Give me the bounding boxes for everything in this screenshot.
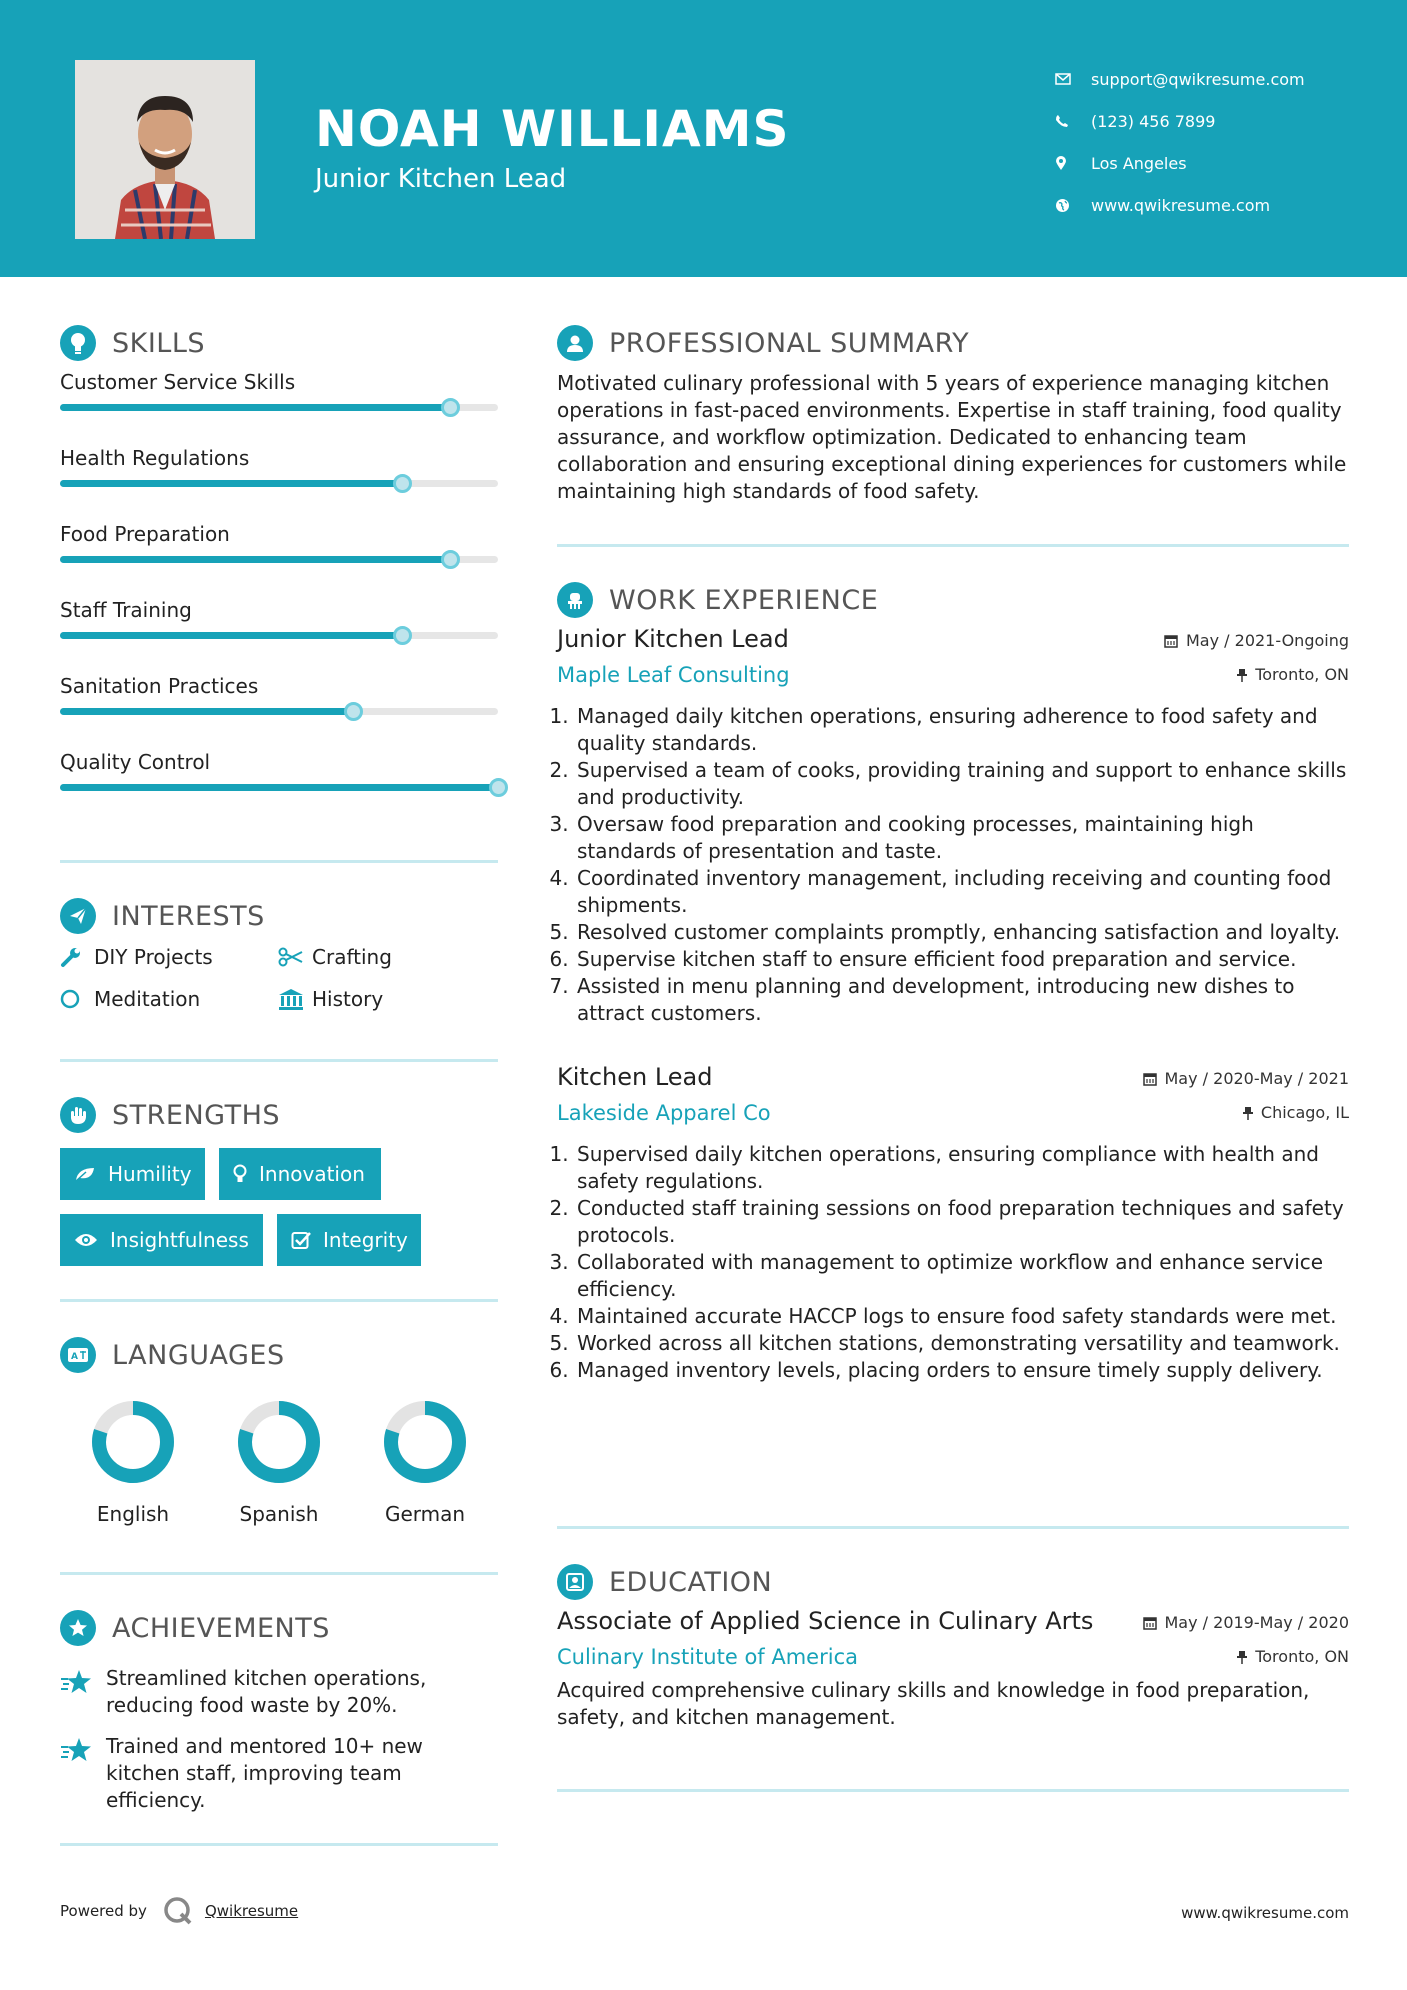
- section-divider: [60, 1843, 498, 1846]
- contact-website[interactable]: [1055, 184, 1395, 226]
- pin-icon: [1243, 1106, 1253, 1120]
- calendar-icon: [1143, 1072, 1157, 1086]
- company-name: Maple Leaf Consulting: [557, 663, 790, 687]
- skill-label: Health Regulations: [60, 446, 250, 470]
- profile-photo: [75, 60, 255, 239]
- strength-label: Integrity: [323, 1228, 408, 1252]
- scissors-icon: [278, 947, 312, 967]
- resume-header: [0, 0, 1407, 277]
- skill-bar: [60, 556, 498, 563]
- right-column: [557, 320, 1349, 1792]
- user-icon: [557, 325, 593, 361]
- summary-text: Motivated culinary professional with 5 years of experience managing kitchen operations in fast-paced environments. Expertise in staff training, food quality assurance, and workflow optimization. Dedicated to enhancing team collaboration and ensuring exceptional dining experiences for customers while maintaining high standards of food safety.: [557, 371, 1347, 503]
- education-text: Acquired comprehensive culinary skills and knowledge in food preparation, safety, and kitchen management.: [557, 1678, 1310, 1729]
- job-dates-text: May / 2020-May / 2021: [1164, 1069, 1349, 1088]
- summary-title: PROFESSIONAL SUMMARY: [609, 327, 970, 359]
- skill-label: Customer Service Skills: [60, 370, 296, 394]
- skill-label: Staff Training: [60, 598, 192, 622]
- job-title: Junior Kitchen Lead: [557, 625, 789, 653]
- strength-tag: [219, 1148, 381, 1200]
- language-item: [206, 1398, 352, 1526]
- education-dates-text: May / 2019-May / 2020: [1164, 1613, 1349, 1632]
- strengths-title: STRENGTHS: [112, 1099, 281, 1131]
- job-bullets: [557, 703, 1349, 1027]
- achievement-item: [60, 1733, 498, 1814]
- experience-heading: [557, 577, 1349, 623]
- interests-heading: [60, 893, 498, 939]
- skill-item: [60, 522, 498, 598]
- contact-email-text: support@qwikresume.com: [1091, 69, 1305, 89]
- paper-plane-icon: [60, 898, 96, 934]
- bank-icon: [278, 988, 312, 1010]
- skill-bar: [60, 632, 498, 639]
- job-bullet: 6. Supervise kitchen staff to ensure efficient food preparation and service.: [575, 946, 1349, 973]
- company-name: Lakeside Apparel Co: [557, 1101, 771, 1125]
- qwikresume-link[interactable]: Qwikresume: [204, 1902, 299, 1920]
- education-header: [557, 1607, 1349, 1669]
- degree-title: Associate of Applied Science in Culinary Arts: [557, 1607, 1094, 1635]
- job-bullet: 5. Worked across all kitchen stations, demonstrating versatility and teamwork.: [575, 1330, 1349, 1357]
- skill-item: [60, 370, 498, 446]
- qwikresume-logo-icon: [163, 1896, 193, 1926]
- languages-heading: [60, 1332, 498, 1378]
- calendar-icon: [1143, 1616, 1157, 1630]
- job-location-text: Chicago, IL: [1260, 1103, 1349, 1122]
- job-bullet: 5. Resolved customer complaints promptly, enhancing satisfaction and loyalty.: [575, 919, 1349, 946]
- lightbulb-icon: [233, 1164, 247, 1184]
- skill-item: [60, 750, 498, 826]
- footer-powered-by: [60, 1896, 298, 1926]
- contact-website-text: www.qwikresume.com: [1091, 195, 1271, 215]
- language-icon: [60, 1337, 96, 1373]
- achievement-text: Trained and mentored 10+ new kitchen staff, improving team efficiency.: [106, 1734, 423, 1812]
- language-item: [60, 1398, 206, 1526]
- job-bullet: 6. Managed inventory levels, placing orders to ensure timely supply delivery.: [575, 1357, 1349, 1384]
- job-bullet: 1. Supervised daily kitchen operations, ensuring compliance with health and safety regulations.: [575, 1141, 1349, 1195]
- strength-label: Insightfulness: [110, 1228, 249, 1252]
- strengths-tags: [60, 1148, 498, 1266]
- strength-tag: [277, 1214, 421, 1266]
- strength-label: Innovation: [259, 1162, 365, 1186]
- map-pin-icon: [1055, 155, 1091, 171]
- check-square-icon: [291, 1230, 311, 1250]
- phone-icon: [1055, 114, 1091, 128]
- achievements-section: [60, 1575, 498, 1843]
- skills-section: [60, 320, 498, 860]
- skill-bar-knob: [441, 398, 460, 417]
- interest-item: [278, 945, 498, 969]
- strength-tag: [60, 1214, 263, 1266]
- contact-phone-text: (123) 456 7899: [1091, 111, 1216, 131]
- strength-label: Humility: [108, 1162, 192, 1186]
- contact-location-text: Los Angeles: [1091, 153, 1187, 173]
- language-label: Spanish: [239, 1502, 319, 1526]
- pin-icon: [1237, 1650, 1247, 1664]
- powered-by-label: Powered by: [60, 1902, 147, 1920]
- languages-title: LANGUAGES: [112, 1339, 285, 1371]
- star-badge-icon: [60, 1610, 96, 1646]
- skills-heading: [60, 320, 498, 366]
- education-title: EDUCATION: [609, 1566, 773, 1598]
- interests-section: [60, 863, 498, 1059]
- language-level-ring: [381, 1398, 469, 1486]
- job-title: Kitchen Lead: [557, 1063, 713, 1091]
- skill-bar-knob: [393, 626, 412, 645]
- languages-list: [60, 1398, 498, 1526]
- hand-icon: [60, 1097, 96, 1133]
- skill-bar-knob: [344, 702, 363, 721]
- section-divider: [557, 1789, 1349, 1792]
- circle-icon: [60, 988, 94, 1010]
- skill-bar-fill: [60, 556, 450, 563]
- achievements-title: ACHIEVEMENTS: [112, 1612, 330, 1644]
- job-bullet: 3. Oversaw food preparation and cooking processes, maintaining high standards of presentation and taste.: [575, 811, 1349, 865]
- language-label: German: [384, 1502, 466, 1526]
- calendar-icon: [1164, 634, 1178, 648]
- job-header: [557, 1063, 1349, 1125]
- graduation-icon: [557, 1564, 593, 1600]
- contact-location: [1055, 142, 1395, 184]
- education-location-text: Toronto, ON: [1255, 1647, 1349, 1666]
- interest-item: [60, 945, 278, 969]
- interest-label: Crafting: [312, 945, 392, 969]
- pin-icon: [1237, 668, 1247, 682]
- strength-tag: [60, 1148, 205, 1200]
- skill-bar-knob: [489, 778, 508, 797]
- star-icon: [60, 1665, 106, 1719]
- skill-label: Quality Control: [60, 750, 211, 774]
- job-bullet: 4. Maintained accurate HACCP logs to ensure food safety standards were met.: [575, 1303, 1349, 1330]
- contact-phone[interactable]: [1055, 100, 1395, 142]
- skill-bar-fill: [60, 784, 498, 791]
- job-entry: [557, 625, 1349, 1027]
- interests-title: INTERESTS: [112, 900, 265, 932]
- skill-label: Food Preparation: [60, 522, 230, 546]
- education-heading: [557, 1559, 1349, 1605]
- job-dates-text: May / 2021-Ongoing: [1186, 631, 1349, 650]
- skill-bar-fill: [60, 404, 450, 411]
- job-bullet: 2. Supervised a team of cooks, providing training and support to enhance skills and productivity.: [575, 757, 1349, 811]
- skill-bar: [60, 404, 498, 411]
- language-label: English: [96, 1502, 170, 1526]
- star-icon: [60, 1733, 106, 1814]
- skills-list: [60, 370, 498, 826]
- job-bullet: 1. Managed daily kitchen operations, ensuring adherence to food safety and quality standards.: [575, 703, 1349, 757]
- skill-bar-knob: [441, 550, 460, 569]
- footer-url[interactable]: www.qwikresume.com: [1181, 1904, 1349, 1922]
- job-dates: [1143, 1069, 1350, 1088]
- job-header: [557, 625, 1349, 687]
- language-level-ring: [235, 1398, 323, 1486]
- strengths-heading: [60, 1092, 498, 1138]
- globe-icon: [1055, 198, 1091, 213]
- skill-item: [60, 446, 498, 522]
- skill-bar-knob: [393, 474, 412, 493]
- candidate-name: NOAH WILLIAMS: [315, 100, 790, 158]
- svg-text:A: A: [71, 1352, 78, 1362]
- job-bullet: 7. Assisted in menu planning and development, introducing new dishes to attract customers.: [575, 973, 1349, 1027]
- job-location: [1237, 665, 1349, 684]
- achievements-heading: [60, 1605, 498, 1651]
- interest-label: History: [312, 987, 384, 1011]
- skill-item: [60, 598, 498, 674]
- briefcase-icon: [557, 582, 593, 618]
- skill-bar-fill: [60, 632, 402, 639]
- skill-label: Sanitation Practices: [60, 674, 259, 698]
- lightbulb-icon: [60, 325, 96, 361]
- job-bullets: [557, 1141, 1349, 1384]
- job-bullet: 4. Coordinated inventory management, including receiving and counting food shipments.: [575, 865, 1349, 919]
- education-dates: [1143, 1613, 1350, 1632]
- job-location-text: Toronto, ON: [1255, 665, 1349, 684]
- skills-title: SKILLS: [112, 327, 206, 359]
- wrench-icon: [60, 946, 94, 968]
- summary-heading: [557, 320, 1349, 366]
- job-location: [1243, 1103, 1349, 1122]
- skill-bar: [60, 784, 498, 791]
- education-section: [557, 1529, 1349, 1789]
- interest-item: [278, 987, 498, 1011]
- job-entry: [557, 1063, 1349, 1384]
- achievement-text: Streamlined kitchen operations, reducing food waste by 20%.: [106, 1666, 427, 1717]
- school-name: Culinary Institute of America: [557, 1645, 858, 1669]
- job-bullet: 3. Collaborated with management to optimize workflow and enhance service efficiency.: [575, 1249, 1349, 1303]
- candidate-role: Junior Kitchen Lead: [315, 164, 567, 194]
- summary-section: [557, 320, 1349, 544]
- skill-bar-fill: [60, 480, 402, 487]
- interest-item: [60, 987, 278, 1011]
- job-dates: [1164, 631, 1349, 650]
- envelope-icon: [1055, 73, 1091, 85]
- experience-section: [557, 547, 1349, 1526]
- leaf-icon: [74, 1166, 96, 1182]
- skill-bar-fill: [60, 708, 353, 715]
- job-bullet: 2. Conducted staff training sessions on food preparation techniques and safety protocols.: [575, 1195, 1349, 1249]
- interests-list: [60, 945, 498, 1011]
- interest-label: Meditation: [94, 987, 201, 1011]
- eye-icon: [74, 1232, 98, 1248]
- contact-email[interactable]: [1055, 58, 1395, 100]
- languages-section: [60, 1302, 498, 1572]
- skill-bar: [60, 708, 498, 715]
- achievement-item: [60, 1665, 498, 1719]
- language-level-ring: [89, 1398, 177, 1486]
- strengths-section: [60, 1062, 498, 1299]
- left-column: [60, 320, 498, 1846]
- interest-label: DIY Projects: [94, 945, 213, 969]
- language-item: [352, 1398, 498, 1526]
- skill-item: [60, 674, 498, 750]
- experience-title: WORK EXPERIENCE: [609, 584, 879, 616]
- skill-bar: [60, 480, 498, 487]
- education-location: [1237, 1647, 1349, 1666]
- contact-info: [1055, 58, 1395, 226]
